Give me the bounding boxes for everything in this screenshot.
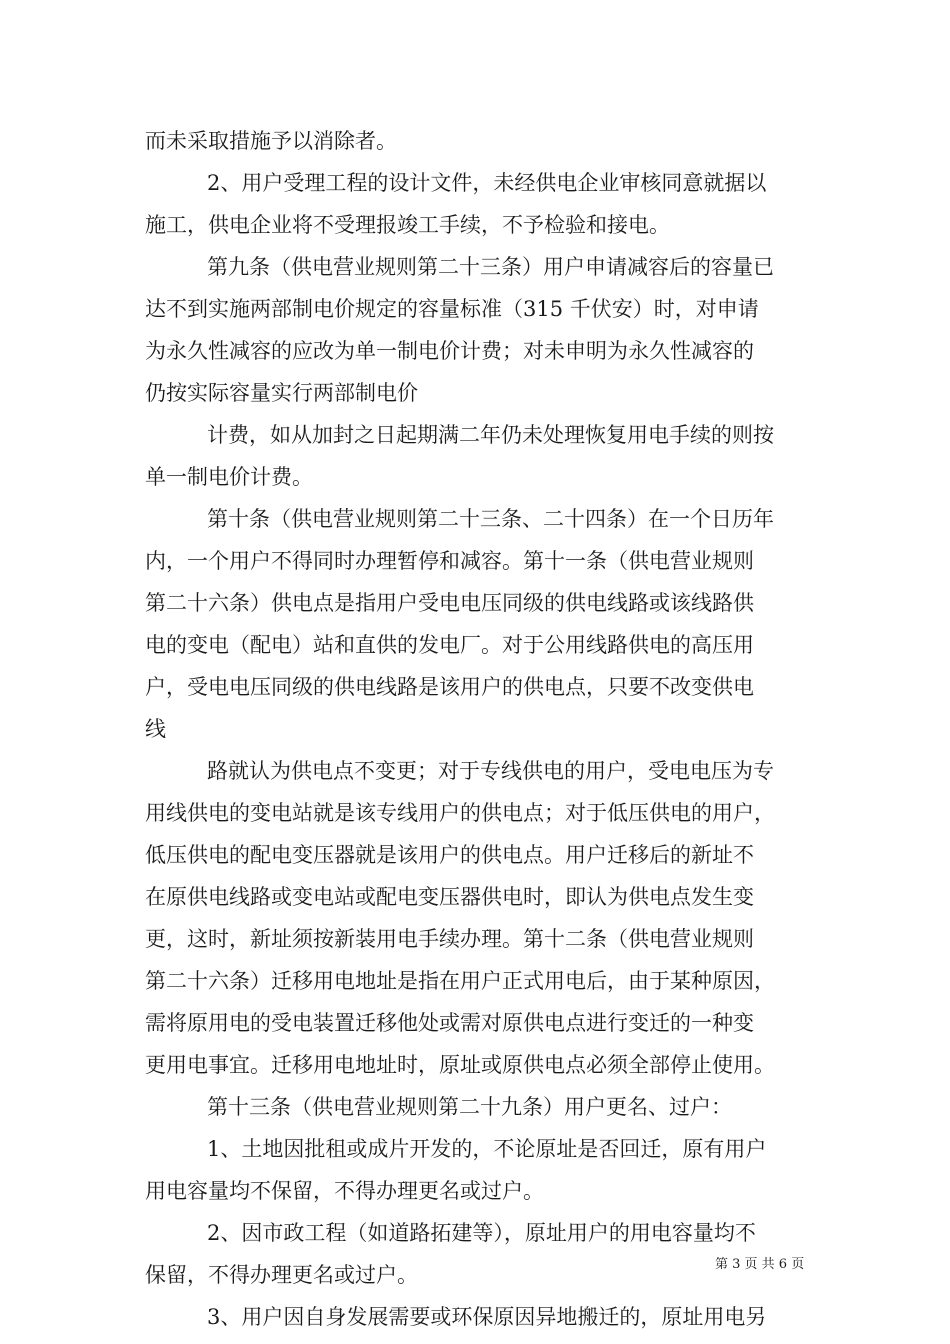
text-line: 2、因市政工程（如道路拓建等），原址用户的用电容量均不 <box>207 1221 756 1245</box>
text-line: 为永久性减容的应改为单一制电价计费；对未申明为永久性减容的 <box>145 339 754 363</box>
text-line: 需将原用电的受电装置迁移他处或需对原供电点进行变迁的一种变 <box>145 1011 754 1035</box>
text-line: 第二十六条）迁移用电地址是指在用户正式用电后，由于某种原因， <box>145 969 775 993</box>
text-line: 第九条（供电营业规则第二十三条）用户申请减容后的容量已 <box>207 255 774 279</box>
text-line: 路就认为供电点不变更；对于专线供电的用户，受电电压为专 <box>207 759 774 783</box>
text-line: 单一制电价计费。 <box>145 465 313 489</box>
page-number: 第 3 页 共 6 页 <box>715 1257 805 1272</box>
text-line: 用线供电的变电站就是该专线用户的供电点；对于低压供电的用户， <box>145 801 775 825</box>
text-line: 户，受电电压同级的供电线路是该用户的供电点，只要不改变供电 <box>145 675 754 699</box>
text-line: 达不到实施两部制电价规定的容量标准（315 千伏安）时，对申请 <box>145 297 759 321</box>
text-line: 更，这时，新址须按新装用电手续办理。第十二条（供电营业规则 <box>145 927 754 951</box>
text-line: 电的变电（配电）站和直供的发电厂。对于公用线路供电的高压用 <box>145 633 754 657</box>
text-line: 仍按实际容量实行两部制电价 <box>145 381 418 405</box>
text-line: 更用电事宜。迁移用电地址时，原址或原供电点必须全部停止使用。 <box>145 1053 775 1077</box>
text-line: 内，一个用户不得同时办理暂停和减容。第十一条（供电营业规则 <box>145 549 754 573</box>
text-line: 而未采取措施予以消除者。 <box>145 129 397 153</box>
text-line: 3、用户因自身发展需要或环保原因异地搬迁的，原址用电另 <box>207 1305 767 1329</box>
text-line: 用电容量均不保留，不得办理更名或过户。 <box>145 1179 544 1203</box>
text-line: 计费，如从加封之日起期满二年仍未处理恢复用电手续的则按 <box>207 423 774 447</box>
document-body <box>145 120 810 1338</box>
text-line: 第十条（供电营业规则第二十三条、二十四条）在一个日历年 <box>207 507 774 531</box>
text-line: 保留，不得办理更名或过户。 <box>145 1263 418 1287</box>
text-line: 1、土地因批租或成片开发的，不论原址是否回迁，原有用户 <box>207 1137 767 1161</box>
text-line: 2、用户受理工程的设计文件，未经供电企业审核同意就据以 <box>207 171 767 195</box>
text-line: 在原供电线路或变电站或配电变压器供电时，即认为供电点发生变 <box>145 885 754 909</box>
text-line: 施工，供电企业将不受理报竣工手续，不予检验和接电。 <box>145 213 670 237</box>
text-line: 第十三条（供电营业规则第二十九条）用户更名、过户： <box>207 1095 732 1119</box>
text-line: 线 <box>145 717 166 741</box>
text-line: 第二十六条）供电点是指用户受电电压同级的供电线路或该线路供 <box>145 591 754 615</box>
text-line: 低压供电的配电变压器就是该用户的供电点。用户迁移后的新址不 <box>145 843 754 867</box>
